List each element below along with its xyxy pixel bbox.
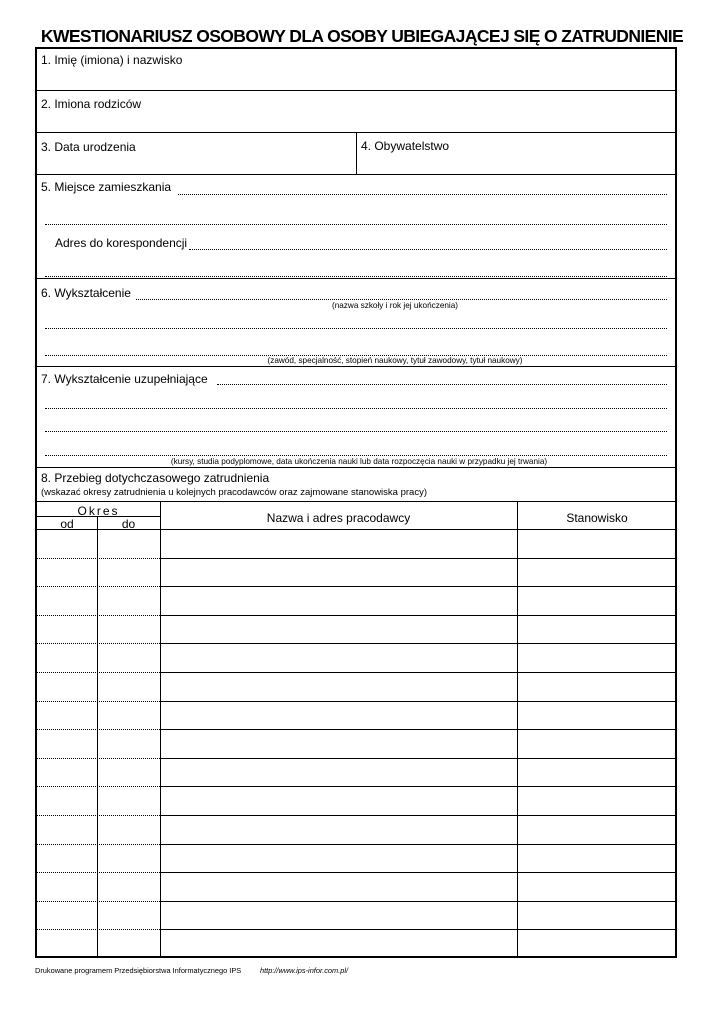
field-parents-label: 2. Imiona rodziców bbox=[41, 97, 142, 111]
row-date-line bbox=[37, 815, 160, 816]
position-header: Stanowisko bbox=[566, 511, 628, 525]
row-line bbox=[160, 672, 675, 673]
row-date-line bbox=[37, 558, 160, 559]
row-date-line bbox=[37, 586, 160, 587]
row-date-line bbox=[37, 901, 160, 902]
fill-line bbox=[217, 384, 667, 385]
fill-line bbox=[45, 224, 667, 225]
divider bbox=[37, 90, 675, 91]
education-profession-hint: (zawód, specjalność, stopień naukowy, tytuł zawodowy, tytuł naukowy) bbox=[267, 356, 523, 365]
divider bbox=[37, 174, 675, 175]
field-name-label: 1. Imię (imiona) i nazwisko bbox=[41, 53, 183, 67]
field-birth-date-label: 3. Data urodzenia bbox=[41, 140, 136, 154]
row-date-line bbox=[37, 844, 160, 845]
fill-line bbox=[45, 408, 667, 409]
row-line bbox=[160, 586, 675, 587]
field-citizenship-label: 4. Obywatelstwo bbox=[361, 139, 450, 153]
row-line bbox=[160, 701, 675, 702]
row-date-line bbox=[37, 701, 160, 702]
row-date-line bbox=[37, 929, 160, 930]
field-residence-label: 5. Miejsce zamieszkania bbox=[41, 180, 172, 194]
row-line bbox=[160, 615, 675, 616]
supplementary-education-hint: (kursy, studia podyplomowe, data ukończenia nauki lub data rozpoczęcia nauki w przypadku jej trwania) bbox=[170, 457, 548, 466]
period-from-header: od bbox=[60, 517, 74, 531]
period-header: Okres bbox=[77, 504, 120, 518]
row-line bbox=[160, 815, 675, 816]
divider bbox=[37, 467, 675, 468]
column-divider bbox=[97, 516, 98, 956]
row-line bbox=[160, 558, 675, 559]
row-date-line bbox=[37, 643, 160, 644]
employer-header: Nazwa i adres pracodawcy bbox=[266, 511, 411, 525]
fill-line bbox=[45, 276, 667, 277]
row-date-line bbox=[37, 872, 160, 873]
footer-printed-by: Drukowane programem Przedsiębiorstwa Informatycznego IPS bbox=[35, 966, 242, 975]
field-supplementary-education-label: 7. Wykształcenie uzupełniające bbox=[41, 372, 208, 386]
fill-line bbox=[45, 431, 667, 432]
field-employment-label: 8. Przebieg dotychczasowego zatrudnienia bbox=[41, 471, 270, 485]
field-correspondence-label: Adres do korespondencji bbox=[55, 236, 188, 250]
row-line bbox=[160, 929, 675, 930]
fill-line bbox=[178, 194, 667, 195]
field-education-label: 6. Wykształcenie bbox=[41, 286, 131, 300]
divider bbox=[37, 366, 675, 367]
row-line bbox=[160, 729, 675, 730]
fill-line bbox=[45, 328, 667, 329]
divider bbox=[37, 278, 675, 279]
divider bbox=[37, 529, 675, 530]
row-date-line bbox=[37, 672, 160, 673]
row-line bbox=[160, 872, 675, 873]
footer-url[interactable]: http://www.ips-infor.com.pl/ bbox=[260, 966, 349, 975]
page-title: KWESTIONARIUSZ OSOBOWY DLA OSOBY UBIEGAJĄCEJ SIĘ O ZATRUDNIENIE bbox=[40, 26, 684, 46]
education-school-hint: (nazwa szkoły i rok jej ukończenia) bbox=[331, 301, 459, 310]
employment-hint: (wskazać okresy zatrudnienia u kolejnych pracodawców oraz zajmowane stanowiska pracy) bbox=[41, 487, 427, 498]
fill-line bbox=[189, 249, 667, 250]
row-line bbox=[160, 901, 675, 902]
divider bbox=[37, 501, 675, 502]
row-line bbox=[160, 844, 675, 845]
fill-line bbox=[136, 299, 667, 300]
period-to-header: do bbox=[121, 517, 136, 531]
row-date-line bbox=[37, 786, 160, 787]
row-date-line bbox=[37, 729, 160, 730]
row-line bbox=[160, 643, 675, 644]
divider bbox=[356, 132, 357, 174]
row-line bbox=[160, 758, 675, 759]
row-date-line bbox=[37, 615, 160, 616]
questionnaire-form bbox=[35, 47, 677, 958]
row-date-line bbox=[37, 758, 160, 759]
fill-line bbox=[45, 455, 667, 456]
row-line bbox=[160, 786, 675, 787]
